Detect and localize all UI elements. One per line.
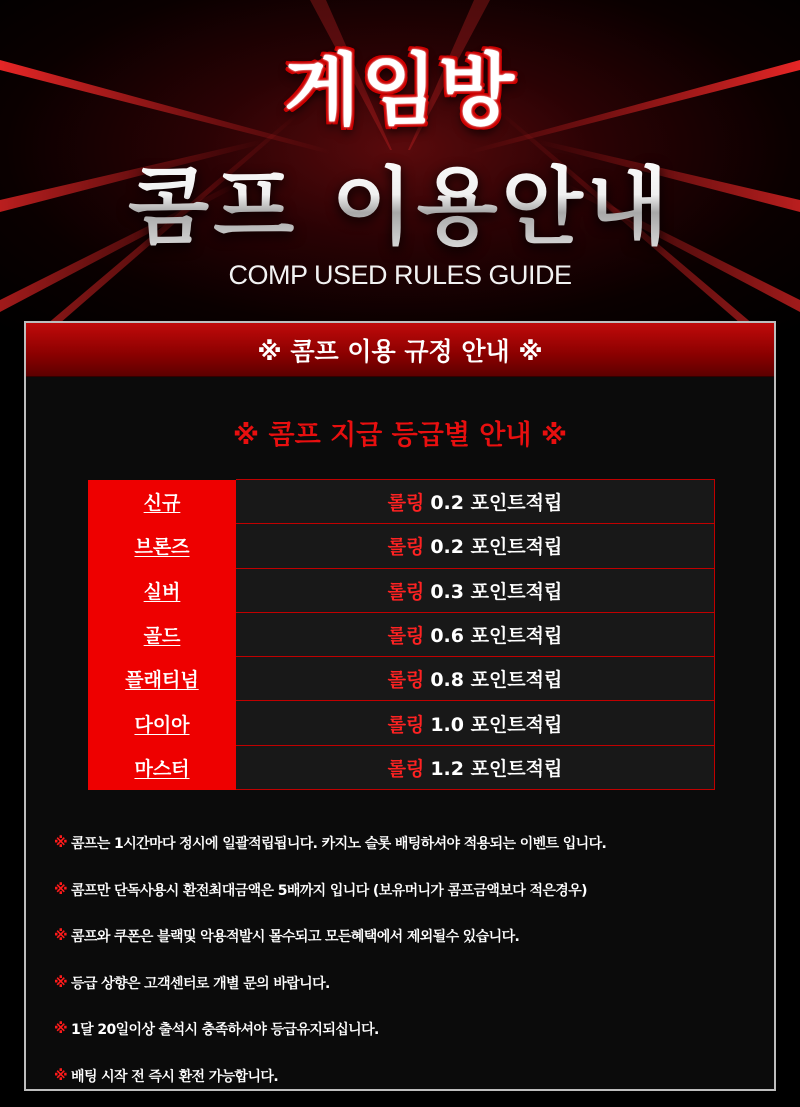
note-item	[54, 913, 754, 960]
table-row	[88, 568, 715, 612]
hero-title-line1: 게임방	[283, 46, 517, 136]
grade-name[interactable]: 마스터	[134, 757, 190, 780]
reference-mark-icon: ※	[54, 928, 68, 945]
note-item	[54, 820, 754, 867]
grade-name[interactable]: 골드	[143, 625, 181, 648]
panel-header: ※ 콤프 이용 규정 안내 ※	[26, 323, 774, 377]
rate-cell	[236, 612, 715, 656]
rolling-label: 롤링	[387, 536, 425, 559]
grade-cell	[88, 568, 236, 612]
note-text: 콤프와 쿠폰은 블랙및 악용적발시 몰수되고 모든혜택에서 제외될수 있습니다.	[71, 929, 520, 946]
hero-subtitle: COMP USED RULES GUIDE	[228, 260, 572, 290]
reference-mark-icon: ※	[54, 1067, 68, 1084]
rate-cell	[236, 745, 715, 789]
grade-name[interactable]: 실버	[143, 580, 181, 603]
rate-cell	[236, 657, 715, 701]
rolling-label: 롤링	[387, 713, 425, 736]
grade-cell	[88, 480, 236, 524]
note-text: 등급 상향은 고객센터로 개별 문의 바랍니다.	[71, 975, 330, 992]
note-item	[54, 1006, 754, 1053]
table-row	[88, 612, 715, 656]
rate-value: 0.2 포인트적립	[430, 492, 563, 515]
rolling-label: 롤링	[387, 492, 425, 515]
table-row	[88, 657, 715, 701]
table-row	[88, 745, 715, 789]
reference-mark-icon: ※	[54, 835, 68, 852]
grade-section-title: ※ 콤프 지급 등급별 안내 ※	[232, 420, 568, 451]
grade-name[interactable]: 브론즈	[134, 536, 190, 559]
note-text: 콤프는 1시간마다 정시에 일괄적립됩니다. 카지노 슬롯 배팅하셔야 적용되는 이벤트 입니다.	[71, 836, 607, 853]
rate-value: 0.3 포인트적립	[430, 580, 563, 603]
note-text: 배팅 시작 전 즉시 환전 가능합니다.	[71, 1068, 279, 1085]
rolling-label: 롤링	[387, 669, 425, 692]
grade-cell	[88, 745, 236, 789]
rate-cell	[236, 701, 715, 745]
rolling-label: 롤링	[387, 625, 425, 648]
rate-cell	[236, 480, 715, 524]
reference-mark-icon: ※	[54, 974, 68, 991]
rolling-label: 롤링	[387, 757, 425, 780]
note-item	[54, 1053, 754, 1100]
hero-banner	[0, 0, 800, 330]
rate-value: 0.2 포인트적립	[430, 536, 563, 559]
table-row	[88, 480, 715, 524]
rolling-label: 롤링	[387, 580, 425, 603]
grade-name[interactable]: 플래티넘	[125, 669, 199, 692]
rate-value: 1.2 포인트적립	[430, 757, 563, 780]
grade-name[interactable]: 신규	[143, 492, 181, 515]
grade-cell	[88, 524, 236, 568]
note-text: 콤프만 단독사용시 환전최대금액은 5배까지 입니다 (보유머니가 콤프금액보다 적은경우)	[71, 882, 587, 899]
table-row	[88, 524, 715, 568]
grade-table	[88, 479, 715, 790]
grade-cell	[88, 657, 236, 701]
grade-cell	[88, 612, 236, 656]
rate-value: 0.8 포인트적립	[430, 669, 563, 692]
reference-mark-icon: ※	[54, 881, 68, 898]
table-row	[88, 701, 715, 745]
rate-cell	[236, 568, 715, 612]
rate-value: 1.0 포인트적립	[430, 713, 563, 736]
note-item	[54, 960, 754, 1007]
rate-cell	[236, 524, 715, 568]
hero-title-line2: 콤프 이용안내	[0, 140, 800, 261]
comp-rules-panel	[24, 321, 776, 1091]
notes-list	[54, 820, 754, 1099]
reference-mark-icon: ※	[54, 1021, 68, 1038]
grade-cell	[88, 701, 236, 745]
note-item	[54, 867, 754, 914]
note-text: 1달 20일이상 출석시 충족하셔야 등급유지되십니다.	[71, 1022, 379, 1039]
grade-name[interactable]: 다이아	[134, 713, 190, 736]
rate-value: 0.6 포인트적립	[430, 625, 563, 648]
